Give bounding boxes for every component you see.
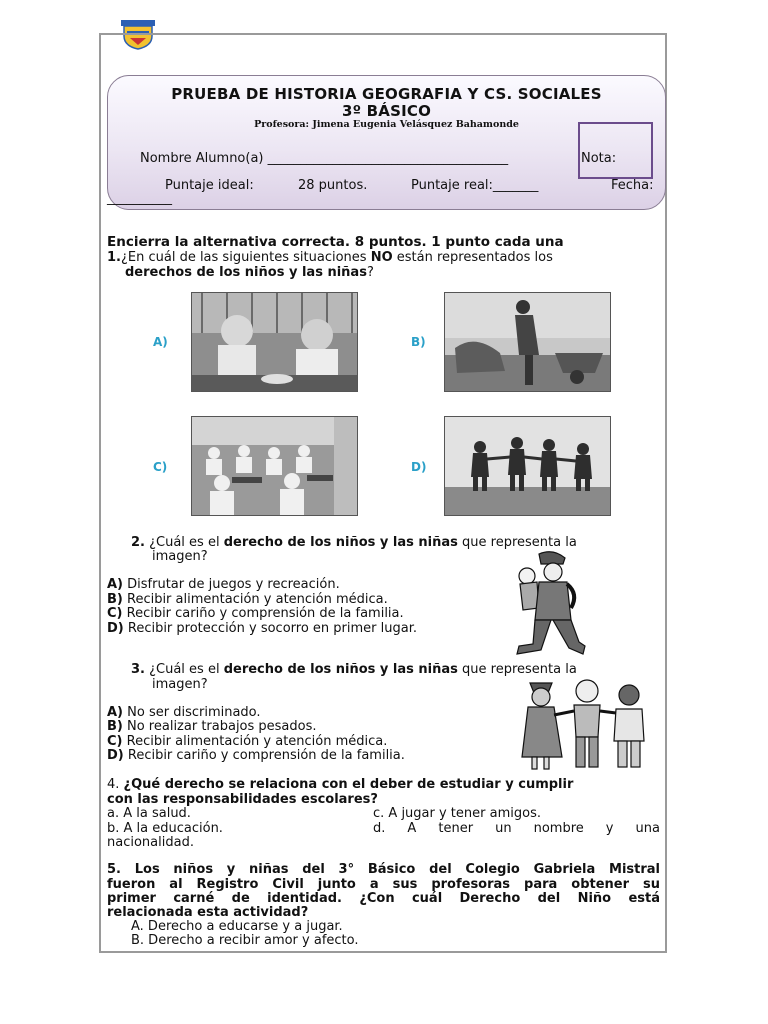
ideal-score-label: Puntaje ideal: [165,178,254,193]
q5-option-a[interactable]: A. Derecho a educarse y a jugar. [131,919,343,934]
q1-photo-d-children-playing[interactable] [444,416,611,516]
q2-post: que representa la [457,535,577,550]
q1-no: NO [370,250,393,265]
q3-option-b-letter: B) [107,719,123,734]
q4-option-c[interactable]: c. A jugar y tener amigos. [373,806,541,821]
q5-option-b[interactable]: B. Derecho a recibir amor y afecto. [131,933,359,948]
q4-option-b[interactable]: b. A la educación. [107,821,223,836]
q1-photo-b-child-working[interactable] [444,292,611,392]
q3-number: 3. [131,662,145,677]
q2-option-d-letter: D) [107,621,124,636]
q5-line3: primer carné de identidad. ¿Con cuál Derecho del Niño está [107,891,660,906]
q3-bold: derecho de los niños y las niñas [223,662,458,677]
q1-text-line1 [107,250,553,265]
q4-line1: ¿Qué derecho se relaciona con el deber de estudiar y cumplir [123,777,574,792]
q2-option-b[interactable] [107,592,388,607]
q2-option-a-letter: A) [107,577,124,592]
q2-firefighter-rescuing-child-illustration [505,550,590,663]
q3-option-a[interactable] [107,705,261,720]
q3-option-b[interactable] [107,719,317,734]
fecha-field[interactable]: __________ [107,191,172,206]
q5-line4: relacionada esta actividad? [107,905,309,920]
q1-option-b-label[interactable]: B) [411,335,426,349]
q2-option-d-text: Recibir protección y socorro en primer lugar. [123,621,417,636]
q4-option-a[interactable]: a. A la salud. [107,806,191,821]
q4-text-line1 [107,777,573,792]
instructions: Encierra la alternativa correcta. 8 puntos. 1 punto cada una [107,234,564,250]
q3-option-d-text: Recibir cariño y comprensión de la familia. [123,748,405,763]
q4-option-d-word: d. [373,821,386,836]
q1-end: ? [366,265,374,280]
q1-bold: derechos de los niños y las niñas [125,265,367,280]
q2-text-line1 [131,535,577,550]
q4-option-d-word: nombre [533,821,584,836]
q2-option-c-letter: C) [107,606,123,621]
q1-text-a: ¿En cuál de las siguientes situaciones [120,250,371,265]
q4-option-d-word: A [407,821,417,836]
student-name-field[interactable]: Nombre Alumno(a) _____________________________________ [140,151,509,166]
nota-label: Nota: [581,151,617,166]
real-score-field[interactable]: Puntaje real:_______ [411,178,539,193]
q3-option-c[interactable] [107,734,387,749]
nota-box[interactable] [578,122,653,179]
q2-option-b-text: Recibir alimentación y atención médica. [122,592,388,607]
q2-pre: ¿Cuál es el [149,535,224,550]
q4-option-d[interactable] [373,821,660,836]
q4-option-d-word: y [605,821,614,836]
q4-number: 4. [107,777,120,792]
q2-option-a-text: Disfrutar de juegos y recreación. [123,577,340,592]
q3-text-line2: imagen? [152,677,208,692]
q2-option-b-letter: B) [107,592,123,607]
q2-option-c[interactable] [107,606,404,621]
q5-line2: fueron al Registro Civil junto a sus profesoras para obtener su [107,877,660,892]
q4-option-d-word: un [495,821,512,836]
q2-option-d[interactable] [107,621,417,636]
q2-text-line2: imagen? [152,549,208,564]
q2-option-c-text: Recibir cariño y comprensión de la familia. [122,606,404,621]
ideal-score-value: 28 puntos. [298,178,368,193]
q3-option-a-text: No ser discriminado. [123,705,261,720]
q3-option-c-text: Recibir alimentación y atención médica. [122,734,388,749]
q4-option-d-cont: nacionalidad. [107,835,194,850]
q3-pre: ¿Cuál es el [149,662,224,677]
fecha-label: Fecha: [611,178,654,193]
q1-option-a-label[interactable]: A) [153,335,168,349]
q1-option-c-label[interactable]: C) [153,460,168,474]
q3-option-d[interactable] [107,748,405,763]
q2-number: 2. [131,535,145,550]
q4-option-d-word: tener [438,821,474,836]
grade-title: 3º BÁSICO [341,102,432,120]
q3-diverse-children-illustration [518,675,656,775]
q1-number: 1. [107,250,121,265]
q1-text-b: están representados los [392,250,553,265]
q3-option-c-letter: C) [107,734,123,749]
test-title: PRUEBA DE HISTORIA GEOGRAFIA Y CS. SOCIALES [171,85,602,103]
q1-text-line2 [125,265,374,280]
q3-option-d-letter: D) [107,748,124,763]
q4-text-line2 [107,792,378,807]
q1-option-d-label[interactable]: D) [411,460,427,474]
q4-line2: con las responsabilidades escolares? [107,792,378,807]
q5-line1: 5. Los niños y niñas del 3° Básico del Colegio Gabriela Mistral [107,862,660,877]
q3-text-line1 [131,662,577,677]
q2-option-a[interactable] [107,577,340,592]
q1-photo-c-classroom[interactable] [191,416,358,516]
q3-option-b-text: No realizar trabajos pesados. [122,719,317,734]
teacher-name: Profesora: Jimena Eugenia Velásquez Bahamonde [254,119,519,130]
q3-option-a-letter: A) [107,705,124,720]
q1-photo-a-children-eating[interactable] [191,292,358,392]
q3-post: que representa la [457,662,577,677]
q4-option-d-word: una [635,821,660,836]
q2-bold: derecho de los niños y las niñas [223,535,458,550]
